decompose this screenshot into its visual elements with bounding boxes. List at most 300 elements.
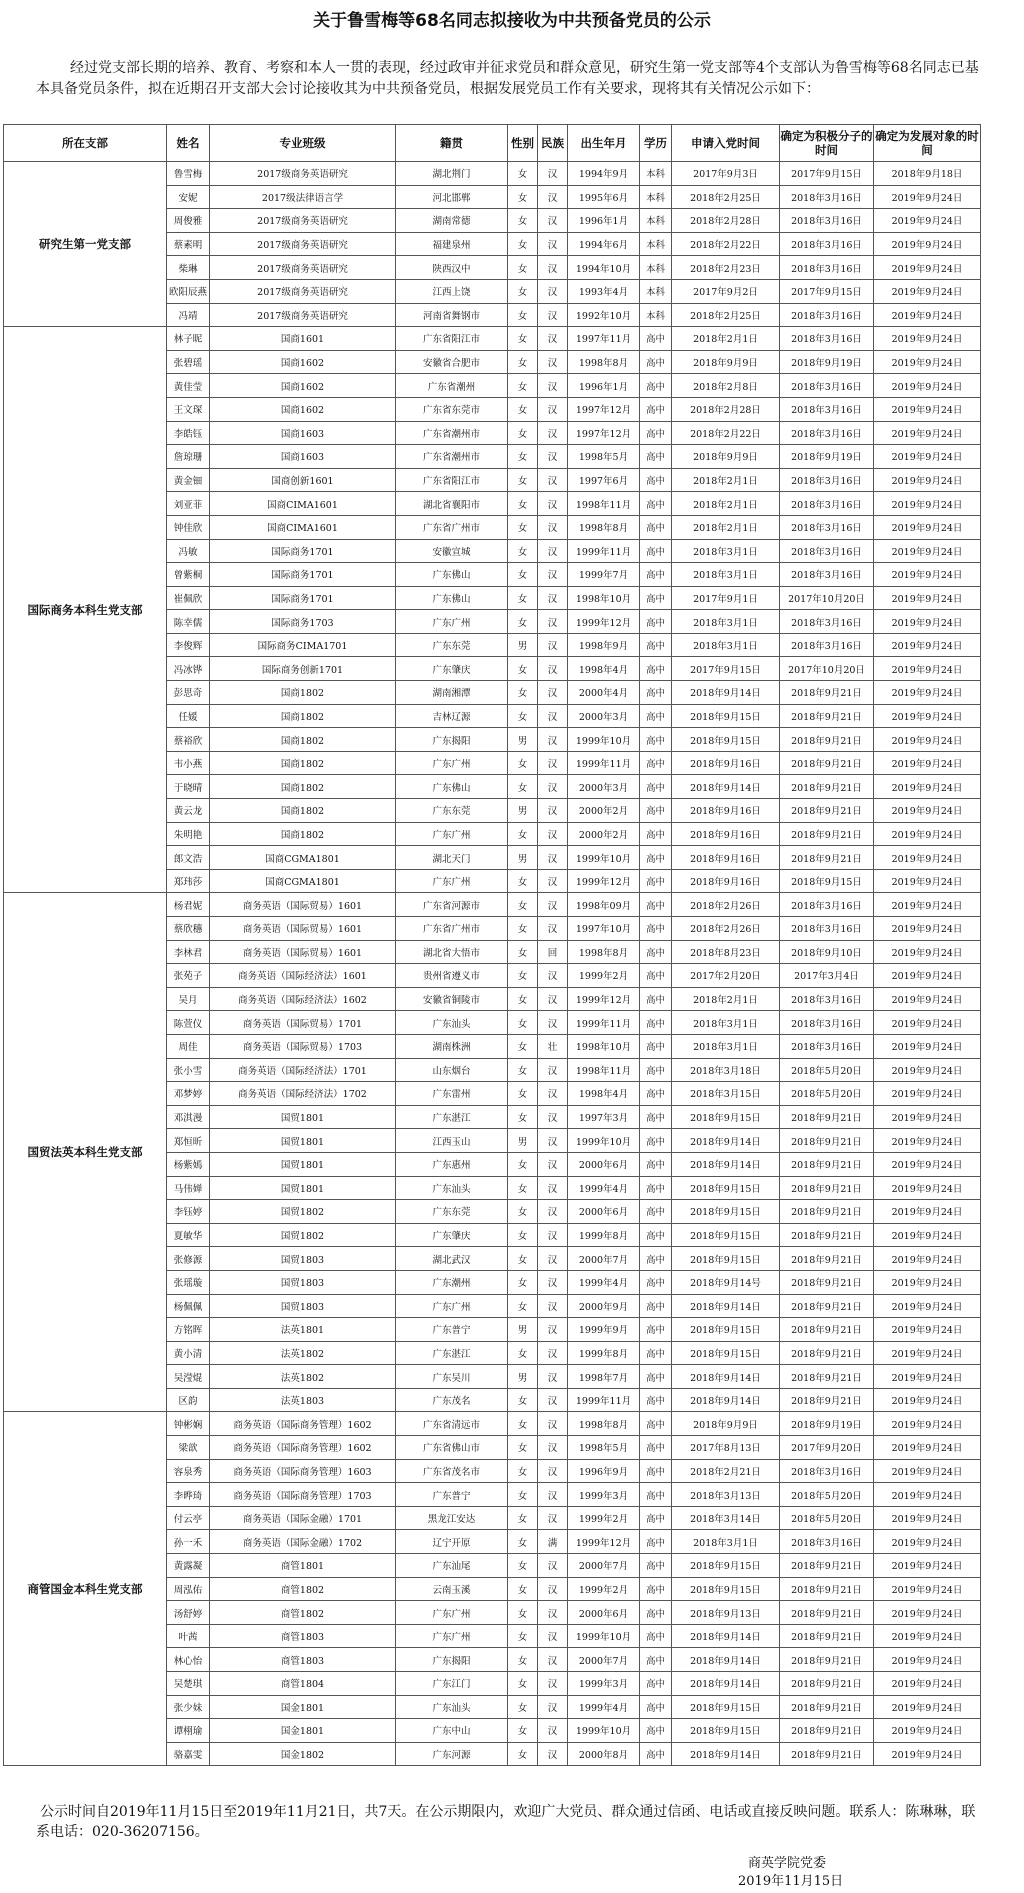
education-cell: 高中 [640, 610, 672, 634]
hometown-cell: 广东肇庆 [396, 1223, 508, 1247]
candidate-date-cell: 2019年9月24日 [874, 1388, 981, 1412]
header-education: 学历 [640, 125, 672, 162]
ethnicity-cell: 汉 [538, 610, 568, 634]
hometown-cell: 广东吴川 [396, 1365, 508, 1389]
birth-cell: 1998年8月 [568, 515, 640, 539]
apply-date-cell: 2018年2月28日 [672, 209, 780, 233]
candidate-date-cell: 2019年9月24日 [874, 468, 981, 492]
activist-date-cell: 2018年9月21日 [780, 1223, 874, 1247]
gender-cell: 男 [508, 1365, 538, 1389]
gender-cell: 女 [508, 421, 538, 445]
name-cell: 柴琳 [167, 256, 210, 280]
birth-cell: 1997年3月 [568, 1105, 640, 1129]
name-cell: 陈萱仪 [167, 1011, 210, 1035]
candidate-date-cell: 2019年9月24日 [874, 279, 981, 303]
education-cell: 高中 [640, 681, 672, 705]
education-cell: 高中 [640, 1270, 672, 1294]
birth-cell: 1999年8月 [568, 1223, 640, 1247]
class-cell: 法英1802 [210, 1365, 396, 1389]
apply-date-cell: 2018年8月23日 [672, 940, 780, 964]
hometown-cell: 吉林辽源 [396, 704, 508, 728]
education-cell: 高中 [640, 374, 672, 398]
class-cell: 国际商务创新1701 [210, 657, 396, 681]
education-cell: 高中 [640, 1530, 672, 1554]
gender-cell: 女 [508, 1011, 538, 1035]
activist-date-cell: 2018年9月19日 [780, 1412, 874, 1436]
ethnicity-cell: 汉 [538, 1672, 568, 1696]
birth-cell: 2000年2月 [568, 822, 640, 846]
education-cell: 高中 [640, 1365, 672, 1389]
class-cell: 商务英语（国际经济法）1601 [210, 964, 396, 988]
ethnicity-cell: 汉 [538, 421, 568, 445]
name-cell: 欧阳辰燕 [167, 279, 210, 303]
notice-paragraph: 公示时间自2019年11月15日至2019年11月21日，共7天。在公示期限内，欢迎广大党员、群众通过信函、电话或直接反映问题。联系人：陈琳琳，联系电话：020-36207156。 [36, 1804, 976, 1840]
education-cell: 高中 [640, 1294, 672, 1318]
gender-cell: 女 [508, 940, 538, 964]
candidate-date-cell: 2019年9月24日 [874, 893, 981, 917]
ethnicity-cell: 汉 [538, 1129, 568, 1153]
hometown-cell: 广东潮州 [396, 1270, 508, 1294]
candidate-date-cell: 2018年9月18日 [874, 162, 981, 186]
ethnicity-cell: 汉 [538, 1601, 568, 1625]
activist-date-cell: 2018年9月21日 [780, 1388, 874, 1412]
candidate-date-cell: 2019年9月24日 [874, 728, 981, 752]
hometown-cell: 广东省广州市 [396, 917, 508, 941]
signer: 商英学院党委 [748, 1856, 827, 1871]
hometown-cell: 江西玉山 [396, 1129, 508, 1153]
activist-date-cell: 2018年9月21日 [780, 1624, 874, 1648]
candidate-date-cell: 2019年9月24日 [874, 232, 981, 256]
gender-cell: 女 [508, 185, 538, 209]
ethnicity-cell: 汉 [538, 1247, 568, 1271]
hometown-cell: 广东广州 [396, 822, 508, 846]
gender-cell: 女 [508, 539, 538, 563]
candidate-date-cell: 2019年9月24日 [874, 1082, 981, 1106]
birth-cell: 1999年10月 [568, 1624, 640, 1648]
hometown-cell: 广东普宁 [396, 1483, 508, 1507]
activist-date-cell: 2018年9月21日 [780, 1672, 874, 1696]
birth-cell: 2000年9月 [568, 1294, 640, 1318]
hometown-cell: 广东佛山 [396, 586, 508, 610]
birth-cell: 2000年2月 [568, 799, 640, 823]
birth-cell: 1998年8月 [568, 940, 640, 964]
hometown-cell: 广东广州 [396, 869, 508, 893]
education-cell: 高中 [640, 1577, 672, 1601]
education-cell: 高中 [640, 563, 672, 587]
ethnicity-cell: 汉 [538, 964, 568, 988]
activist-date-cell: 2018年3月16日 [780, 633, 874, 657]
class-cell: 商务英语（国际贸易）1601 [210, 917, 396, 941]
candidate-date-cell: 2019年9月24日 [874, 1436, 981, 1460]
birth-cell: 1999年10月 [568, 846, 640, 870]
hometown-cell: 湖北天门 [396, 846, 508, 870]
gender-cell: 女 [508, 1554, 538, 1578]
activist-date-cell: 2017年9月15日 [780, 279, 874, 303]
apply-date-cell: 2018年2月23日 [672, 256, 780, 280]
candidate-date-cell: 2019年9月24日 [874, 1483, 981, 1507]
ethnicity-cell: 汉 [538, 775, 568, 799]
education-cell: 高中 [640, 1742, 672, 1766]
apply-date-cell: 2018年9月14日 [672, 1129, 780, 1153]
class-cell: 商管1802 [210, 1577, 396, 1601]
activist-date-cell: 2018年3月16日 [780, 1530, 874, 1554]
branch-cell: 国贸法英本科生党支部 [4, 893, 167, 1412]
name-cell: 崔佩欣 [167, 586, 210, 610]
name-cell: 容泉秀 [167, 1459, 210, 1483]
apply-date-cell: 2018年9月14号 [672, 1270, 780, 1294]
name-cell: 张苑子 [167, 964, 210, 988]
hometown-cell: 湖北荆门 [396, 162, 508, 186]
hometown-cell: 广东汕头 [396, 1011, 508, 1035]
gender-cell: 女 [508, 350, 538, 374]
education-cell: 高中 [640, 1318, 672, 1342]
class-cell: 商管1801 [210, 1554, 396, 1578]
education-cell: 本科 [640, 279, 672, 303]
activist-date-cell: 2018年3月16日 [780, 917, 874, 941]
ethnicity-cell: 汉 [538, 1152, 568, 1176]
gender-cell: 女 [508, 610, 538, 634]
hometown-cell: 广东省潮州市 [396, 445, 508, 469]
birth-cell: 1999年10月 [568, 728, 640, 752]
birth-cell: 1999年11月 [568, 539, 640, 563]
ethnicity-cell: 汉 [538, 681, 568, 705]
candidate-date-cell: 2019年9月24日 [874, 1554, 981, 1578]
birth-cell: 1997年11月 [568, 327, 640, 351]
education-cell: 高中 [640, 468, 672, 492]
candidate-date-cell: 2019年9月24日 [874, 775, 981, 799]
class-cell: 国贸1801 [210, 1105, 396, 1129]
ethnicity-cell: 汉 [538, 1648, 568, 1672]
candidate-date-cell: 2019年9月24日 [874, 374, 981, 398]
hometown-cell: 湖南常德 [396, 209, 508, 233]
birth-cell: 1999年11月 [568, 1388, 640, 1412]
name-cell: 冯靖 [167, 303, 210, 327]
candidate-date-cell: 2019年9月24日 [874, 1034, 981, 1058]
education-cell: 本科 [640, 185, 672, 209]
hometown-cell: 广东普宁 [396, 1318, 508, 1342]
gender-cell: 女 [508, 232, 538, 256]
apply-date-cell: 2018年3月1日 [672, 610, 780, 634]
name-cell: 黄小清 [167, 1341, 210, 1365]
gender-cell: 女 [508, 1624, 538, 1648]
hometown-cell: 广东茂名 [396, 1388, 508, 1412]
name-cell: 陈幸儒 [167, 610, 210, 634]
name-cell: 周佳 [167, 1034, 210, 1058]
header-ethnicity: 民族 [538, 125, 568, 162]
header-gender: 性别 [508, 125, 538, 162]
education-cell: 高中 [640, 964, 672, 988]
name-cell: 张小雪 [167, 1058, 210, 1082]
birth-cell: 1999年4月 [568, 1176, 640, 1200]
apply-date-cell: 2018年9月14日 [672, 1648, 780, 1672]
education-cell: 高中 [640, 492, 672, 516]
hometown-cell: 广东东莞 [396, 633, 508, 657]
apply-date-cell: 2018年3月1日 [672, 1034, 780, 1058]
activist-date-cell: 2018年9月21日 [780, 1152, 874, 1176]
education-cell: 高中 [640, 1459, 672, 1483]
activist-date-cell: 2017年10月20日 [780, 586, 874, 610]
activist-date-cell: 2018年3月16日 [780, 610, 874, 634]
header-candidate-date: 确定为发展对象的时间 [874, 125, 981, 162]
activist-date-cell: 2018年9月21日 [780, 1341, 874, 1365]
activist-date-cell: 2018年9月21日 [780, 751, 874, 775]
name-cell: 吴滢焜 [167, 1365, 210, 1389]
class-cell: 国商1802 [210, 681, 396, 705]
activist-date-cell: 2018年3月16日 [780, 327, 874, 351]
education-cell: 高中 [640, 869, 672, 893]
activist-date-cell: 2018年9月21日 [780, 799, 874, 823]
activist-date-cell: 2018年9月21日 [780, 1200, 874, 1224]
apply-date-cell: 2018年9月14日 [672, 1388, 780, 1412]
ethnicity-cell: 汉 [538, 492, 568, 516]
name-cell: 朱明艳 [167, 822, 210, 846]
gender-cell: 女 [508, 1742, 538, 1766]
activist-date-cell: 2018年3月16日 [780, 539, 874, 563]
class-cell: 法英1801 [210, 1318, 396, 1342]
candidate-date-cell: 2019年9月24日 [874, 492, 981, 516]
activist-date-cell: 2018年9月21日 [780, 1294, 874, 1318]
birth-cell: 1993年4月 [568, 279, 640, 303]
class-cell: 商务英语（国际贸易）1601 [210, 940, 396, 964]
apply-date-cell: 2018年2月25日 [672, 303, 780, 327]
birth-cell: 1999年12月 [568, 1530, 640, 1554]
ethnicity-cell: 汉 [538, 1388, 568, 1412]
birth-cell: 1997年6月 [568, 468, 640, 492]
education-cell: 高中 [640, 657, 672, 681]
ethnicity-cell: 汉 [538, 1412, 568, 1436]
hometown-cell: 广东省清远市 [396, 1412, 508, 1436]
sign-date: 2019年11月15日 [738, 1874, 844, 1889]
apply-date-cell: 2018年9月16日 [672, 822, 780, 846]
education-cell: 高中 [640, 1247, 672, 1271]
apply-date-cell: 2018年2月26日 [672, 893, 780, 917]
name-cell: 詹琼珊 [167, 445, 210, 469]
class-cell: 国际商务1701 [210, 586, 396, 610]
activist-date-cell: 2018年9月21日 [780, 1129, 874, 1153]
class-cell: 2017级商务英语研究 [210, 232, 396, 256]
candidate-date-cell: 2019年9月24日 [874, 799, 981, 823]
class-cell: 国贸1802 [210, 1200, 396, 1224]
name-cell: 吴楚琪 [167, 1672, 210, 1696]
name-cell: 谭栩瑜 [167, 1719, 210, 1743]
ethnicity-cell: 汉 [538, 374, 568, 398]
candidate-date-cell: 2019年9月24日 [874, 1412, 981, 1436]
gender-cell: 女 [508, 751, 538, 775]
hometown-cell: 广东雷州 [396, 1082, 508, 1106]
name-cell: 张修源 [167, 1247, 210, 1271]
education-cell: 高中 [640, 1483, 672, 1507]
education-cell: 高中 [640, 1223, 672, 1247]
name-cell: 周泓佑 [167, 1577, 210, 1601]
ethnicity-cell: 汉 [538, 515, 568, 539]
ethnicity-cell: 汉 [538, 1436, 568, 1460]
apply-date-cell: 2018年9月14日 [672, 681, 780, 705]
education-cell: 高中 [640, 1506, 672, 1530]
gender-cell: 女 [508, 256, 538, 280]
apply-date-cell: 2018年3月13日 [672, 1483, 780, 1507]
gender-cell: 女 [508, 1530, 538, 1554]
ethnicity-cell: 汉 [538, 728, 568, 752]
birth-cell: 1999年12月 [568, 869, 640, 893]
education-cell: 高中 [640, 1624, 672, 1648]
class-cell: 国贸1803 [210, 1270, 396, 1294]
name-cell: 周俊雅 [167, 209, 210, 233]
apply-date-cell: 2018年3月1日 [672, 633, 780, 657]
hometown-cell: 广东广州 [396, 1294, 508, 1318]
ethnicity-cell: 汉 [538, 445, 568, 469]
table-row [4, 893, 981, 917]
birth-cell: 1999年10月 [568, 1129, 640, 1153]
class-cell: 国商1802 [210, 799, 396, 823]
candidate-date-cell: 2019年9月24日 [874, 1341, 981, 1365]
apply-date-cell: 2018年9月16日 [672, 751, 780, 775]
birth-cell: 2000年3月 [568, 775, 640, 799]
ethnicity-cell: 汉 [538, 1058, 568, 1082]
gender-cell: 女 [508, 917, 538, 941]
class-cell: 国商1603 [210, 421, 396, 445]
ethnicity-cell: 汉 [538, 232, 568, 256]
education-cell: 高中 [640, 1554, 672, 1578]
apply-date-cell: 2018年9月15日 [672, 1341, 780, 1365]
hometown-cell: 广东东莞 [396, 1200, 508, 1224]
gender-cell: 男 [508, 633, 538, 657]
name-cell: 郎文浩 [167, 846, 210, 870]
header-name: 姓名 [167, 125, 210, 162]
education-cell: 高中 [640, 1719, 672, 1743]
class-cell: 国际商务1703 [210, 610, 396, 634]
activist-date-cell: 2018年3月16日 [780, 256, 874, 280]
hometown-cell: 广东广州 [396, 1601, 508, 1625]
activist-date-cell: 2018年9月21日 [780, 681, 874, 705]
hometown-cell: 安徽宣城 [396, 539, 508, 563]
apply-date-cell: 2018年2月26日 [672, 917, 780, 941]
apply-date-cell: 2018年9月15日 [672, 728, 780, 752]
gender-cell: 女 [508, 1695, 538, 1719]
education-cell: 高中 [640, 1058, 672, 1082]
birth-cell: 1999年12月 [568, 610, 640, 634]
birth-cell: 1999年4月 [568, 1695, 640, 1719]
class-cell: 2017级商务英语研究 [210, 256, 396, 280]
candidate-date-cell: 2019年9月24日 [874, 1648, 981, 1672]
education-cell: 高中 [640, 421, 672, 445]
candidate-date-cell: 2019年9月24日 [874, 610, 981, 634]
candidate-date-cell: 2019年9月24日 [874, 445, 981, 469]
activist-date-cell: 2018年9月21日 [780, 1554, 874, 1578]
class-cell: 国贸1801 [210, 1129, 396, 1153]
candidate-date-cell: 2019年9月24日 [874, 1577, 981, 1601]
candidate-date-cell: 2019年9月24日 [874, 1176, 981, 1200]
gender-cell: 女 [508, 445, 538, 469]
hometown-cell: 广东惠州 [396, 1152, 508, 1176]
ethnicity-cell: 汉 [538, 1624, 568, 1648]
class-cell: 国商CIMA1601 [210, 515, 396, 539]
name-cell: 黄云龙 [167, 799, 210, 823]
education-cell: 高中 [640, 775, 672, 799]
hometown-cell: 湖南株洲 [396, 1034, 508, 1058]
apply-date-cell: 2018年9月9日 [672, 445, 780, 469]
class-cell: 国际商务1701 [210, 539, 396, 563]
name-cell: 鲁雪梅 [167, 162, 210, 186]
apply-date-cell: 2018年2月28日 [672, 397, 780, 421]
candidate-date-cell: 2019年9月24日 [874, 751, 981, 775]
apply-date-cell: 2018年9月9日 [672, 350, 780, 374]
activist-date-cell: 2018年9月21日 [780, 1695, 874, 1719]
apply-date-cell: 2018年9月9日 [672, 1412, 780, 1436]
table-row [4, 1412, 981, 1436]
apply-date-cell: 2018年2月22日 [672, 421, 780, 445]
activist-date-cell: 2018年9月21日 [780, 1719, 874, 1743]
apply-date-cell: 2018年3月1日 [672, 1530, 780, 1554]
apply-date-cell: 2018年9月14日 [672, 1672, 780, 1696]
apply-date-cell: 2018年9月14日 [672, 1624, 780, 1648]
ethnicity-cell: 汉 [538, 893, 568, 917]
ethnicity-cell: 汉 [538, 657, 568, 681]
birth-cell: 2000年7月 [568, 1648, 640, 1672]
class-cell: 国商1602 [210, 350, 396, 374]
name-cell: 付云亭 [167, 1506, 210, 1530]
gender-cell: 女 [508, 1058, 538, 1082]
birth-cell: 1996年1月 [568, 374, 640, 398]
birth-cell: 1994年10月 [568, 256, 640, 280]
apply-date-cell: 2018年2月1日 [672, 987, 780, 1011]
class-cell: 商管1802 [210, 1601, 396, 1625]
birth-cell: 2000年7月 [568, 1247, 640, 1271]
ethnicity-cell: 汉 [538, 1011, 568, 1035]
candidate-date-cell: 2019年9月24日 [874, 1270, 981, 1294]
candidate-date-cell: 2019年9月24日 [874, 1719, 981, 1743]
apply-date-cell: 2018年2月1日 [672, 515, 780, 539]
birth-cell: 1998年8月 [568, 350, 640, 374]
hometown-cell: 福建泉州 [396, 232, 508, 256]
branch-cell: 商管国金本科生党支部 [4, 1412, 167, 1766]
education-cell: 高中 [640, 515, 672, 539]
hometown-cell: 广东汕尾 [396, 1554, 508, 1578]
education-cell: 本科 [640, 303, 672, 327]
candidate-date-cell: 2019年9月24日 [874, 1223, 981, 1247]
candidate-date-cell: 2019年9月24日 [874, 1530, 981, 1554]
education-cell: 本科 [640, 209, 672, 233]
candidate-date-cell: 2019年9月24日 [874, 964, 981, 988]
birth-cell: 2000年8月 [568, 1742, 640, 1766]
class-cell: 商务英语（国际金融）1701 [210, 1506, 396, 1530]
gender-cell: 女 [508, 964, 538, 988]
candidate-date-cell: 2019年9月24日 [874, 1601, 981, 1625]
activist-date-cell: 2018年9月21日 [780, 1318, 874, 1342]
birth-cell: 1999年4月 [568, 1270, 640, 1294]
candidate-date-cell: 2019年9月24日 [874, 1506, 981, 1530]
education-cell: 高中 [640, 799, 672, 823]
birth-cell: 1999年3月 [568, 1672, 640, 1696]
activist-date-cell: 2018年3月16日 [780, 468, 874, 492]
candidate-date-cell: 2019年9月24日 [874, 421, 981, 445]
ethnicity-cell: 汉 [538, 1554, 568, 1578]
education-cell: 高中 [640, 1436, 672, 1460]
candidate-date-cell: 2019年9月24日 [874, 940, 981, 964]
education-cell: 高中 [640, 397, 672, 421]
class-cell: 商务英语（国际经济法）1702 [210, 1082, 396, 1106]
name-cell: 马伟婵 [167, 1176, 210, 1200]
activist-date-cell: 2018年9月21日 [780, 1176, 874, 1200]
class-cell: 商务英语（国际经济法）1701 [210, 1058, 396, 1082]
ethnicity-cell: 汉 [538, 303, 568, 327]
education-cell: 本科 [640, 162, 672, 186]
apply-date-cell: 2018年9月15日 [672, 1223, 780, 1247]
apply-date-cell: 2018年9月14日 [672, 1152, 780, 1176]
name-cell: 孙一禾 [167, 1530, 210, 1554]
class-cell: 商管1804 [210, 1672, 396, 1696]
class-cell: 2017级商务英语研究 [210, 209, 396, 233]
education-cell: 高中 [640, 728, 672, 752]
